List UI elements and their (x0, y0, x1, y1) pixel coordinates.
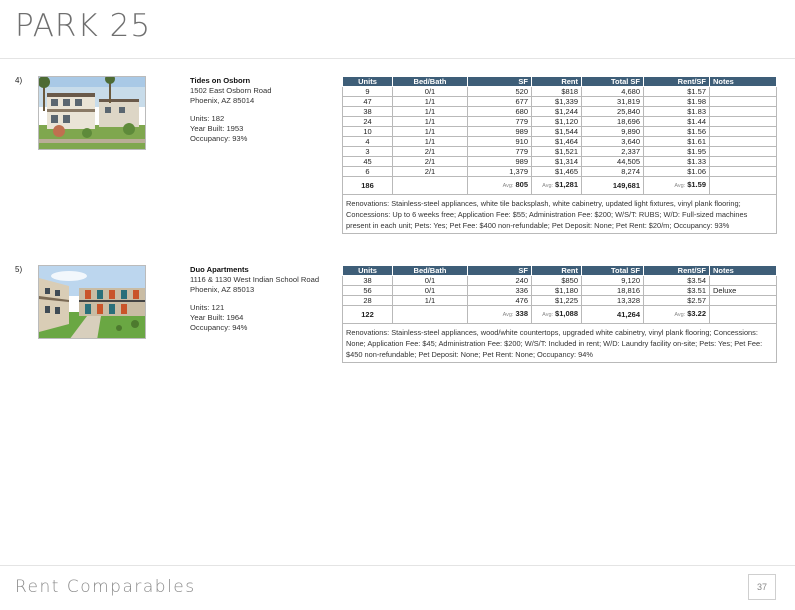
cell-rent-sf: $3.51 (644, 286, 710, 296)
footer-divider (0, 565, 795, 566)
cell-notes (710, 107, 777, 117)
avg-rent: $1,088 (555, 309, 578, 318)
col-units-header: Units (343, 266, 393, 276)
cell-units: 38 (343, 276, 393, 286)
cell-units: 38 (343, 107, 393, 117)
property-photo-image (39, 77, 146, 150)
cell-units: 47 (343, 97, 393, 107)
cell-rent: $1,339 (532, 97, 582, 107)
cell-notes (710, 167, 777, 177)
cell-units: 3 (343, 147, 393, 157)
cell-total-sf: 4,680 (582, 87, 644, 97)
property-units: Units: 121 (190, 303, 225, 312)
cell-notes (710, 127, 777, 137)
cell-bed-bath: 2/1 (393, 157, 468, 167)
cell-units: 6 (343, 167, 393, 177)
avg-rent-cell (532, 306, 582, 324)
property-name: Tides on Osborn (190, 76, 251, 85)
cell-notes (710, 147, 777, 157)
cell-rent-sf: $1.33 (644, 157, 710, 167)
avg-label: Avg: (542, 183, 554, 189)
cell-total-sf: 18,696 (582, 117, 644, 127)
totals-row (343, 177, 777, 195)
cell-rent-sf: $1.95 (644, 147, 710, 157)
col-total-sf-header: Total SF (582, 77, 644, 87)
avg-rent-sf: $3.22 (687, 309, 706, 318)
cell-sf: 989 (468, 157, 532, 167)
cell-units: 9 (343, 87, 393, 97)
cell-total-sf: 31,819 (582, 97, 644, 107)
cell-rent-sf: $1.56 (644, 127, 710, 137)
table-row (343, 157, 777, 167)
unit-mix-table (342, 265, 777, 363)
avg-rent: $1,281 (555, 180, 578, 189)
total-bed-bath (393, 177, 468, 195)
cell-rent: $1,225 (532, 296, 582, 306)
table-row (343, 117, 777, 127)
col-rent-header: Rent (532, 266, 582, 276)
cell-bed-bath: 1/1 (393, 117, 468, 127)
cell-bed-bath: 2/1 (393, 167, 468, 177)
cell-sf: 779 (468, 117, 532, 127)
header-divider (0, 58, 795, 59)
cell-rent: $818 (532, 87, 582, 97)
avg-rent-cell (532, 177, 582, 195)
cell-rent-sf: $1.61 (644, 137, 710, 147)
cell-sf: 240 (468, 276, 532, 286)
cell-rent: $1,521 (532, 147, 582, 157)
cell-rent: $1,120 (532, 117, 582, 127)
page-title: PARK 25 (15, 8, 152, 44)
cell-rent: $1,314 (532, 157, 582, 167)
notes-row (343, 195, 777, 234)
cell-rent-sf: $1.83 (644, 107, 710, 117)
avg-label: Avg: (502, 312, 514, 318)
property-address-line1: 1502 East Osborn Road (190, 86, 272, 95)
cell-sf: 1,379 (468, 167, 532, 177)
total-sf: 41,264 (582, 306, 644, 324)
cell-bed-bath: 0/1 (393, 286, 468, 296)
table-row (343, 87, 777, 97)
cell-bed-bath: 0/1 (393, 276, 468, 286)
avg-label: Avg: (674, 312, 686, 318)
cell-rent: $1,180 (532, 286, 582, 296)
property-photo (38, 76, 146, 150)
avg-label: Avg: (542, 312, 554, 318)
cell-notes (710, 296, 777, 306)
property-notes: Renovations: Stainless-steel appliances, white tile backsplash, white cabinetry, updated light fixtures, vinyl plank flooring; Concessions: Up to 6 weeks free; Application Fee: $55; Administration Fee: $200; W/S/T: RUBS; W/D: Full-sized machines present in each unit; Pets: Yes; Pet Fee: $400 non-refundable; Pet Deposit: None; Pet Rent: $20/m; Occupancy: 93% (343, 195, 777, 234)
cell-total-sf: 9,890 (582, 127, 644, 137)
cell-bed-bath: 2/1 (393, 147, 468, 157)
col-notes-header: Notes (710, 77, 777, 87)
avg-rent-sf-cell (644, 306, 710, 324)
total-notes (710, 177, 777, 195)
comparable-index: 4) (15, 76, 23, 85)
table-row (343, 137, 777, 147)
col-sf-header: SF (468, 266, 532, 276)
cell-rent-sf: $2.57 (644, 296, 710, 306)
property-occupancy: Occupancy: 93% (190, 134, 248, 143)
avg-sf-cell (468, 306, 532, 324)
property-name: Duo Apartments (190, 265, 249, 274)
cell-total-sf: 2,337 (582, 147, 644, 157)
col-bed-bath-header: Bed/Bath (393, 77, 468, 87)
cell-total-sf: 13,328 (582, 296, 644, 306)
cell-bed-bath: 1/1 (393, 296, 468, 306)
cell-total-sf: 44,505 (582, 157, 644, 167)
cell-rent: $850 (532, 276, 582, 286)
property-year-built: Year Built: 1964 (190, 313, 244, 322)
cell-total-sf: 9,120 (582, 276, 644, 286)
cell-rent-sf: $3.54 (644, 276, 710, 286)
total-notes (710, 306, 777, 324)
cell-bed-bath: 1/1 (393, 97, 468, 107)
table-row (343, 276, 777, 286)
table-row (343, 147, 777, 157)
cell-total-sf: 8,274 (582, 167, 644, 177)
avg-sf: 338 (515, 309, 528, 318)
cell-bed-bath: 1/1 (393, 137, 468, 147)
table-row (343, 97, 777, 107)
col-units-header: Units (343, 77, 393, 87)
cell-sf: 677 (468, 97, 532, 107)
table-row (343, 167, 777, 177)
cell-bed-bath: 0/1 (393, 87, 468, 97)
cell-rent: $1,544 (532, 127, 582, 137)
footer-section-title: Rent Comparables (15, 577, 196, 597)
page-number: 37 (748, 574, 776, 600)
property-occupancy: Occupancy: 94% (190, 323, 248, 332)
cell-notes: Deluxe (710, 286, 777, 296)
cell-bed-bath: 1/1 (393, 127, 468, 137)
property-year-built: Year Built: 1953 (190, 124, 244, 133)
cell-units: 10 (343, 127, 393, 137)
notes-row (343, 324, 777, 363)
cell-rent-sf: $1.98 (644, 97, 710, 107)
cell-units: 4 (343, 137, 393, 147)
col-total-sf-header: Total SF (582, 266, 644, 276)
cell-notes (710, 87, 777, 97)
total-bed-bath (393, 306, 468, 324)
property-info (190, 265, 338, 333)
avg-sf-cell (468, 177, 532, 195)
property-notes: Renovations: Stainless-steel appliances, wood/white countertops, upgraded white cabinetry, vinyl plank flooring; Concessions: None; Application Fee: $45; Administration Fee: $200; W/S/T: Included in rent; W/D: Laundry facility on-site; Pets: Yes; Pet Fee: $450 non-refundable; Pet Deposit: None; Pet Rent: None; Occupancy: 94% (343, 324, 777, 363)
property-address-line1: 1116 & 1130 West Indian School Road (190, 275, 320, 284)
table-header-row (343, 77, 777, 87)
cell-total-sf: 25,840 (582, 107, 644, 117)
cell-units: 24 (343, 117, 393, 127)
cell-notes (710, 157, 777, 167)
total-units: 122 (343, 306, 393, 324)
cell-total-sf: 18,816 (582, 286, 644, 296)
property-address-line2: Phoenix, AZ 85014 (190, 96, 255, 105)
unit-mix-table (342, 76, 777, 234)
cell-units: 56 (343, 286, 393, 296)
avg-rent-sf: $1.59 (687, 180, 706, 189)
cell-rent-sf: $1.06 (644, 167, 710, 177)
property-photo (38, 265, 146, 339)
cell-notes (710, 117, 777, 127)
cell-notes (710, 97, 777, 107)
total-sf: 149,681 (582, 177, 644, 195)
cell-sf: 680 (468, 107, 532, 117)
property-info (190, 76, 338, 144)
totals-row (343, 306, 777, 324)
cell-rent: $1,464 (532, 137, 582, 147)
cell-sf: 520 (468, 87, 532, 97)
property-photo-image (39, 266, 146, 339)
cell-rent: $1,465 (532, 167, 582, 177)
table-row (343, 286, 777, 296)
cell-sf: 989 (468, 127, 532, 137)
total-units: 186 (343, 177, 393, 195)
cell-total-sf: 3,640 (582, 137, 644, 147)
cell-notes (710, 137, 777, 147)
col-sf-header: SF (468, 77, 532, 87)
col-bed-bath-header: Bed/Bath (393, 266, 468, 276)
cell-bed-bath: 1/1 (393, 107, 468, 117)
cell-rent-sf: $1.57 (644, 87, 710, 97)
col-rent-header: Rent (532, 77, 582, 87)
cell-units: 45 (343, 157, 393, 167)
cell-sf: 779 (468, 147, 532, 157)
cell-sf: 336 (468, 286, 532, 296)
table-row (343, 127, 777, 137)
avg-label: Avg: (502, 183, 514, 189)
cell-notes (710, 276, 777, 286)
col-notes-header: Notes (710, 266, 777, 276)
property-address-line2: Phoenix, AZ 85013 (190, 285, 255, 294)
cell-sf: 476 (468, 296, 532, 306)
table-row (343, 107, 777, 117)
avg-label: Avg: (674, 183, 686, 189)
col-rent-sf-header: Rent/SF (644, 77, 710, 87)
avg-sf: 805 (515, 180, 528, 189)
col-rent-sf-header: Rent/SF (644, 266, 710, 276)
cell-rent-sf: $1.44 (644, 117, 710, 127)
table-row (343, 296, 777, 306)
table-header-row (343, 266, 777, 276)
comparable-index: 5) (15, 265, 23, 274)
cell-sf: 910 (468, 137, 532, 147)
cell-units: 28 (343, 296, 393, 306)
cell-rent: $1,244 (532, 107, 582, 117)
avg-rent-sf-cell (644, 177, 710, 195)
property-units: Units: 182 (190, 114, 225, 123)
